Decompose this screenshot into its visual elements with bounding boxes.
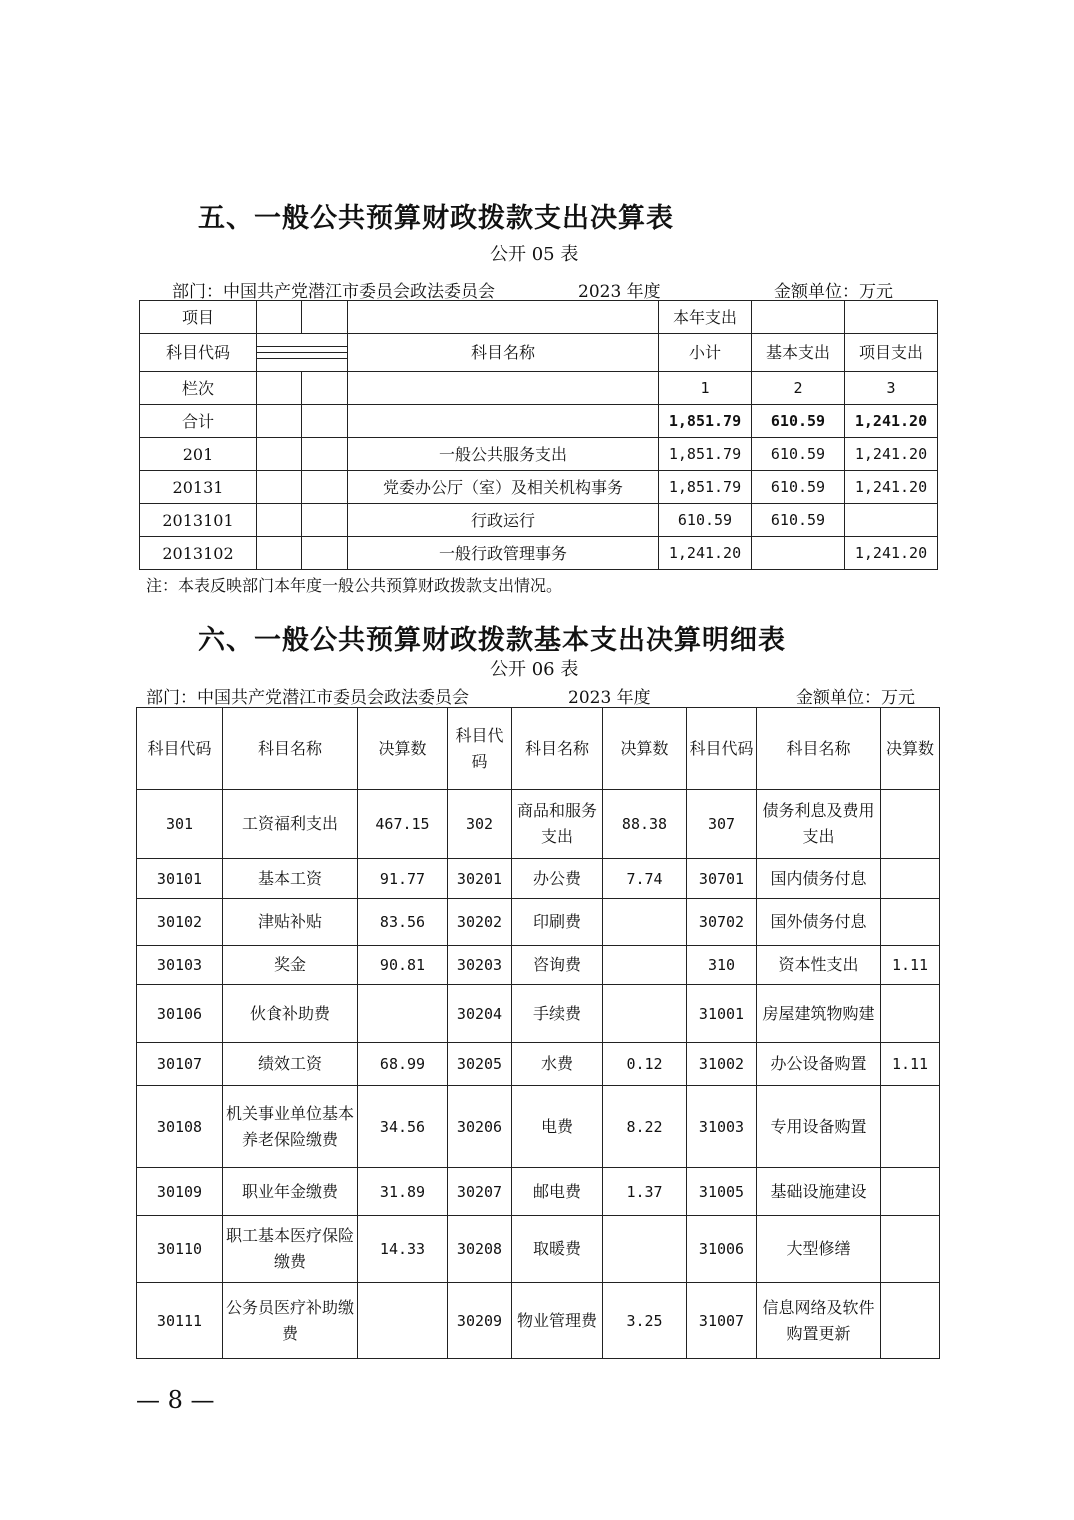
- row-code-3: 30702: [687, 899, 757, 946]
- row-name-1: 伙食补助费: [223, 985, 358, 1043]
- row-code-3: 31003: [687, 1086, 757, 1168]
- table-05-total-row: [140, 405, 938, 438]
- row-code-3: 307: [687, 790, 757, 859]
- row-amount-2: 0.12: [603, 1043, 687, 1086]
- table-row: [137, 859, 940, 899]
- section5-title: 五、一般公共预算财政拨款支出决算表: [198, 203, 674, 234]
- section5-unit: 金额单位：万元: [774, 282, 893, 302]
- row-code-1: 30107: [137, 1043, 223, 1086]
- row-basic: 610.59: [752, 438, 845, 471]
- row-name-1: 绩效工资: [223, 1043, 358, 1086]
- row-name-3: 专用设备购置: [757, 1086, 881, 1168]
- row-name: 党委办公厅（室）及相关机构事务: [348, 471, 659, 504]
- row-code: 2013102: [140, 537, 257, 570]
- row-name-3: 资本性支出: [757, 946, 881, 985]
- row-amount-3: [881, 985, 940, 1043]
- table-row: [137, 1283, 940, 1359]
- row-code-2: 30209: [448, 1283, 512, 1359]
- table-row: [140, 537, 938, 570]
- table-row: [137, 985, 940, 1043]
- table-row: [137, 1216, 940, 1283]
- row-code-1: 30106: [137, 985, 223, 1043]
- table-row: [137, 1086, 940, 1168]
- row-name-2: 办公费: [512, 859, 603, 899]
- row-name-2: 邮电费: [512, 1168, 603, 1216]
- row-code-3: 310: [687, 946, 757, 985]
- row-code: 201: [140, 438, 257, 471]
- row-code-2: 30202: [448, 899, 512, 946]
- total-subtotal: 1,851.79: [659, 405, 752, 438]
- row-code-3: 30701: [687, 859, 757, 899]
- row-name-2: 商品和服务支出: [512, 790, 603, 859]
- section6-unit: 金额单位：万元: [796, 688, 915, 708]
- row-name-3: 债务利息及费用支出: [757, 790, 881, 859]
- table-row: [137, 946, 940, 985]
- row-name-2: 印刷费: [512, 899, 603, 946]
- row-name: 行政运行: [348, 504, 659, 537]
- row-amount-1: 68.99: [358, 1043, 448, 1086]
- row-amount-2: [603, 1216, 687, 1283]
- row-amount-3: [881, 859, 940, 899]
- row-name-1: 职工基本医疗保险缴费: [223, 1216, 358, 1283]
- row-name-1: 职业年金缴费: [223, 1168, 358, 1216]
- section6-dept: 部门：中国共产党潜江市委员会政法委员会: [146, 688, 469, 708]
- header-name-3: 科目名称: [757, 708, 881, 790]
- total-project: 1,241.20: [845, 405, 938, 438]
- row-code-1: 301: [137, 790, 223, 859]
- row-basic: 610.59: [752, 504, 845, 537]
- row-amount-1: 91.77: [358, 859, 448, 899]
- section5-dept: 部门：中国共产党潜江市委员会政法委员会: [172, 282, 495, 302]
- row-code-3: 31005: [687, 1168, 757, 1216]
- row-amount-3: [881, 1216, 940, 1283]
- row-code-3: 31006: [687, 1216, 757, 1283]
- table-row: [140, 504, 938, 537]
- table-05-header-row-2: [140, 334, 938, 372]
- row-name: 一般公共服务支出: [348, 438, 659, 471]
- row-subtotal: 610.59: [659, 504, 752, 537]
- table-row: [137, 790, 940, 859]
- row-name-2: 取暖费: [512, 1216, 603, 1283]
- row-name-3: 大型修缮: [757, 1216, 881, 1283]
- section6-title: 六、一般公共预算财政拨款基本支出决算明细表: [198, 625, 786, 656]
- row-name-1: 基本工资: [223, 859, 358, 899]
- header-project: 项目支出: [845, 334, 938, 372]
- row-amount-3: [881, 1086, 940, 1168]
- header-basic: 基本支出: [752, 334, 845, 372]
- row-amount-2: 1.37: [603, 1168, 687, 1216]
- header-amount-3: 决算数: [881, 708, 940, 790]
- row-basic: [752, 537, 845, 570]
- header-code-3: 科目代码: [687, 708, 757, 790]
- table-row: [140, 471, 938, 504]
- header-current-year: 本年支出: [659, 301, 752, 334]
- row-name-1: 工资福利支出: [223, 790, 358, 859]
- row-name-2: 手续费: [512, 985, 603, 1043]
- row-amount-1: 83.56: [358, 899, 448, 946]
- section5-note: 注：本表反映部门本年度一般公共预算财政拨款支出情况。: [146, 576, 563, 595]
- header-code: 科目代码: [140, 334, 257, 372]
- header-code-1: 科目代码: [137, 708, 223, 790]
- row-amount-3: 1.11: [881, 946, 940, 985]
- row-name-1: 机关事业单位基本养老保险缴费: [223, 1086, 358, 1168]
- col-seq-1: 1: [659, 372, 752, 405]
- header-name-2: 科目名称: [512, 708, 603, 790]
- row-code-3: 31002: [687, 1043, 757, 1086]
- total-label: 合计: [140, 405, 257, 438]
- row-project: [845, 504, 938, 537]
- row-project: 1,241.20: [845, 438, 938, 471]
- row-amount-2: [603, 985, 687, 1043]
- row-name-3: 国外债务付息: [757, 899, 881, 946]
- row-amount-3: [881, 1168, 940, 1216]
- row-code-1: 30102: [137, 899, 223, 946]
- row-subtotal: 1,851.79: [659, 438, 752, 471]
- col-seq-2: 2: [752, 372, 845, 405]
- row-basic: 610.59: [752, 471, 845, 504]
- table-row: [137, 899, 940, 946]
- row-name-3: 国内债务付息: [757, 859, 881, 899]
- table-row: [137, 1168, 940, 1216]
- row-amount-3: [881, 899, 940, 946]
- row-name-3: 办公设备购置: [757, 1043, 881, 1086]
- row-name-3: 基础设施建设: [757, 1168, 881, 1216]
- header-code-split: [257, 334, 348, 372]
- row-name-1: 公务员医疗补助缴费: [223, 1283, 358, 1359]
- table-06-header-row: [137, 708, 940, 790]
- row-code-2: 30208: [448, 1216, 512, 1283]
- row-code-2: 302: [448, 790, 512, 859]
- row-code-1: 30103: [137, 946, 223, 985]
- row-project: 1,241.20: [845, 471, 938, 504]
- row-name-1: 津贴补贴: [223, 899, 358, 946]
- row-amount-1: 467.15: [358, 790, 448, 859]
- row-amount-1: 31.89: [358, 1168, 448, 1216]
- row-code-2: 30206: [448, 1086, 512, 1168]
- row-amount-1: 14.33: [358, 1216, 448, 1283]
- row-name-2: 物业管理费: [512, 1283, 603, 1359]
- row-subtotal: 1,851.79: [659, 471, 752, 504]
- header-name: 科目名称: [348, 334, 659, 372]
- row-amount-2: [603, 946, 687, 985]
- page-number: — 8 —: [136, 1386, 215, 1414]
- header-subtotal: 小计: [659, 334, 752, 372]
- row-code-1: 30111: [137, 1283, 223, 1359]
- total-basic: 610.59: [752, 405, 845, 438]
- row-name-1: 奖金: [223, 946, 358, 985]
- table-05-header-row-1: [140, 301, 938, 334]
- header-code-2: 科目代码: [448, 708, 512, 790]
- row-name-2: 咨询费: [512, 946, 603, 985]
- row-code-3: 31007: [687, 1283, 757, 1359]
- table-row: [137, 1043, 940, 1086]
- row-amount-1: [358, 1283, 448, 1359]
- row-code-1: 30110: [137, 1216, 223, 1283]
- row-amount-1: 34.56: [358, 1086, 448, 1168]
- row-subtotal: 1,241.20: [659, 537, 752, 570]
- row-code-1: 30108: [137, 1086, 223, 1168]
- row-code-2: 30207: [448, 1168, 512, 1216]
- section6-year: 2023 年度: [568, 688, 651, 708]
- table-05-column-seq-row: [140, 372, 938, 405]
- row-project: 1,241.20: [845, 537, 938, 570]
- row-name-3: 房屋建筑物购建: [757, 985, 881, 1043]
- row-amount-2: 3.25: [603, 1283, 687, 1359]
- row-code-1: 30109: [137, 1168, 223, 1216]
- section6-subtitle: 公开 06 表: [490, 659, 579, 680]
- header-amount-1: 决算数: [358, 708, 448, 790]
- row-code-1: 30101: [137, 859, 223, 899]
- row-code-2: 30201: [448, 859, 512, 899]
- header-name-1: 科目名称: [223, 708, 358, 790]
- row-name: 一般行政管理事务: [348, 537, 659, 570]
- row-name-2: 电费: [512, 1086, 603, 1168]
- row-amount-2: [603, 899, 687, 946]
- table-06: [136, 707, 940, 1359]
- row-amount-2: 8.22: [603, 1086, 687, 1168]
- row-name-2: 水费: [512, 1043, 603, 1086]
- row-amount-3: [881, 790, 940, 859]
- row-code: 2013101: [140, 504, 257, 537]
- table-05: [139, 300, 938, 570]
- row-amount-2: 7.74: [603, 859, 687, 899]
- table-row: [140, 438, 938, 471]
- row-amount-1: 90.81: [358, 946, 448, 985]
- header-column-seq: 栏次: [140, 372, 257, 405]
- section5-subtitle: 公开 05 表: [490, 244, 579, 265]
- row-amount-1: [358, 985, 448, 1043]
- row-code: 20131: [140, 471, 257, 504]
- row-amount-3: [881, 1283, 940, 1359]
- col-seq-3: 3: [845, 372, 938, 405]
- row-code-2: 30203: [448, 946, 512, 985]
- row-amount-3: 1.11: [881, 1043, 940, 1086]
- row-name-3: 信息网络及软件购置更新: [757, 1283, 881, 1359]
- row-code-3: 31001: [687, 985, 757, 1043]
- row-amount-2: 88.38: [603, 790, 687, 859]
- row-code-2: 30205: [448, 1043, 512, 1086]
- header-amount-2: 决算数: [603, 708, 687, 790]
- section5-year: 2023 年度: [578, 282, 661, 302]
- row-code-2: 30204: [448, 985, 512, 1043]
- header-item: 项目: [140, 301, 257, 334]
